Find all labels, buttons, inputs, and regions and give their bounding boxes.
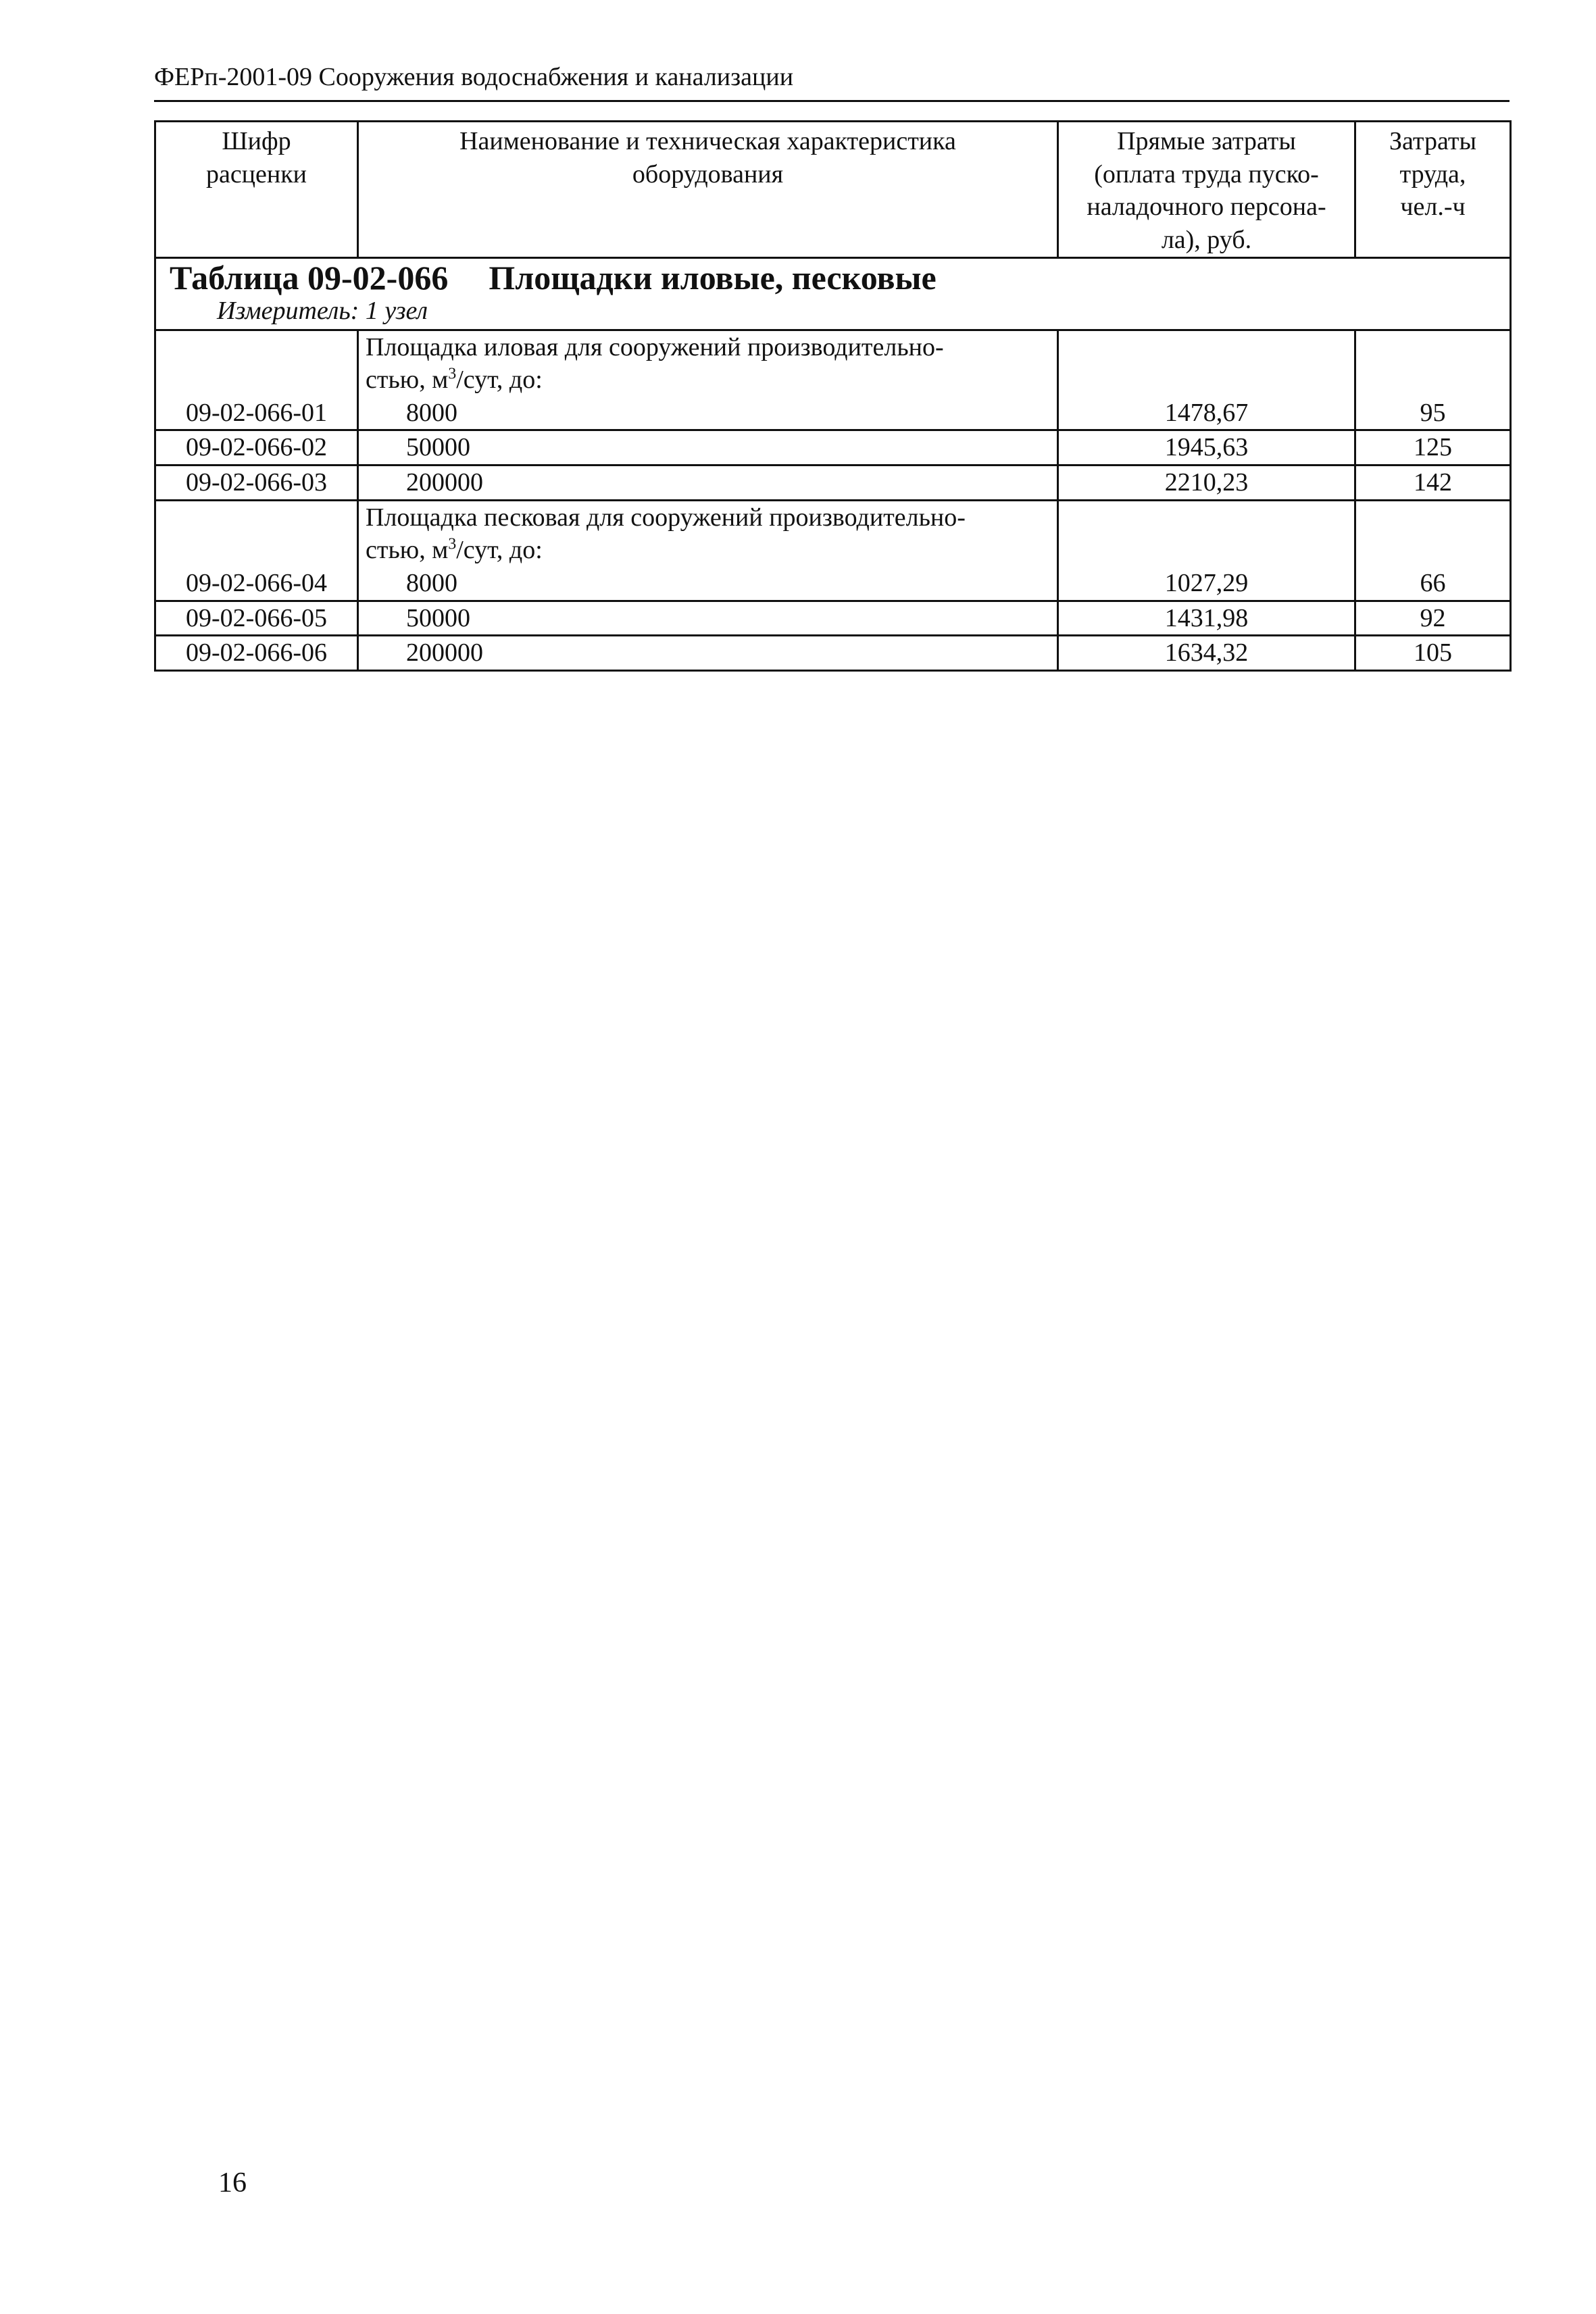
unit-text: /сут, до: xyxy=(456,366,543,395)
table-row xyxy=(155,601,1511,636)
cost-cell: 1478,67 xyxy=(1058,330,1355,430)
table-title-cell xyxy=(155,257,1511,330)
table-row xyxy=(155,636,1511,671)
group-description: Площадка иловая для сооружений производительно- xyxy=(366,332,944,361)
measure-value: 1 узел xyxy=(365,297,428,325)
cost-cell: 1634,32 xyxy=(1058,636,1355,671)
cost-cell: 2210,23 xyxy=(1058,466,1355,501)
header-name xyxy=(358,122,1058,258)
header-labor xyxy=(1355,122,1511,258)
description-cell xyxy=(358,430,1058,466)
description-cell xyxy=(358,500,1058,601)
labor-cell: 95 xyxy=(1355,330,1511,430)
header-rule xyxy=(154,100,1510,102)
unit-superscript: 3 xyxy=(448,535,457,553)
table-row xyxy=(155,466,1511,501)
cost-cell: 1027,29 xyxy=(1058,500,1355,601)
capacity-value: 50000 xyxy=(406,433,470,462)
unit-text: стью, м xyxy=(366,366,449,395)
header-cost-line: (оплата труда пуско- xyxy=(1094,159,1319,188)
header-cost-line: Прямые затраты xyxy=(1117,127,1296,155)
header-name-line: оборудования xyxy=(632,159,784,188)
table-row xyxy=(155,500,1511,601)
unit-superscript: 3 xyxy=(448,365,457,383)
header-cost xyxy=(1058,122,1355,258)
page-number: 16 xyxy=(218,2167,247,2198)
measure-label: Измеритель: xyxy=(217,297,359,325)
cost-cell: 1945,63 xyxy=(1058,430,1355,466)
table-name: Площадки иловые, песковые xyxy=(489,258,937,297)
capacity-value: 200000 xyxy=(406,638,483,668)
capacity-value: 50000 xyxy=(406,603,470,632)
labor-cell: 125 xyxy=(1355,430,1511,466)
unit-text: /сут, до: xyxy=(456,536,543,565)
header-cost-line: наладочного персона- xyxy=(1087,193,1326,222)
cost-cell: 1431,98 xyxy=(1058,601,1355,636)
code-cell: 09-02-066-05 xyxy=(155,601,358,636)
group-description-unit xyxy=(366,534,1050,567)
code-cell: 09-02-066-01 xyxy=(155,330,358,430)
header-code xyxy=(155,122,358,258)
description-cell xyxy=(358,601,1058,636)
header-labor-line: чел.-ч xyxy=(1400,193,1466,222)
table-title xyxy=(170,259,1496,298)
header-code-line: Шифр xyxy=(222,127,291,155)
running-header: ФЕРп-2001-09 Сооружения водоснабжения и канализации xyxy=(154,63,794,91)
labor-cell: 105 xyxy=(1355,636,1511,671)
table-row xyxy=(155,330,1511,430)
description-cell xyxy=(358,636,1058,671)
measure-unit xyxy=(170,297,1496,326)
table-title-row xyxy=(155,257,1511,330)
header-code-line: расценки xyxy=(205,159,307,188)
table-number: Таблица 09-02-066 xyxy=(170,258,449,297)
description-cell xyxy=(358,330,1058,430)
rates-table xyxy=(154,120,1512,672)
labor-cell: 142 xyxy=(1355,466,1511,501)
capacity-value: 200000 xyxy=(406,468,483,497)
code-cell: 09-02-066-03 xyxy=(155,466,358,501)
header-cost-line: ла), руб. xyxy=(1161,225,1252,254)
code-cell: 09-02-066-04 xyxy=(155,500,358,601)
unit-text: стью, м xyxy=(366,536,449,565)
group-description: Площадка песковая для сооружений производительно- xyxy=(366,503,966,532)
group-description-unit xyxy=(366,363,1050,397)
code-cell: 09-02-066-02 xyxy=(155,430,358,466)
header-labor-line: Затраты xyxy=(1389,127,1476,155)
capacity-value: 8000 xyxy=(406,568,457,597)
labor-cell: 66 xyxy=(1355,500,1511,601)
capacity-value: 8000 xyxy=(406,398,457,427)
header-name-line: Наименование и техническая характеристика xyxy=(459,127,956,155)
table-row xyxy=(155,430,1511,466)
code-cell: 09-02-066-06 xyxy=(155,636,358,671)
description-cell xyxy=(358,466,1058,501)
header-labor-line: труда, xyxy=(1399,159,1466,188)
labor-cell: 92 xyxy=(1355,601,1511,636)
table-header-row xyxy=(155,122,1511,258)
